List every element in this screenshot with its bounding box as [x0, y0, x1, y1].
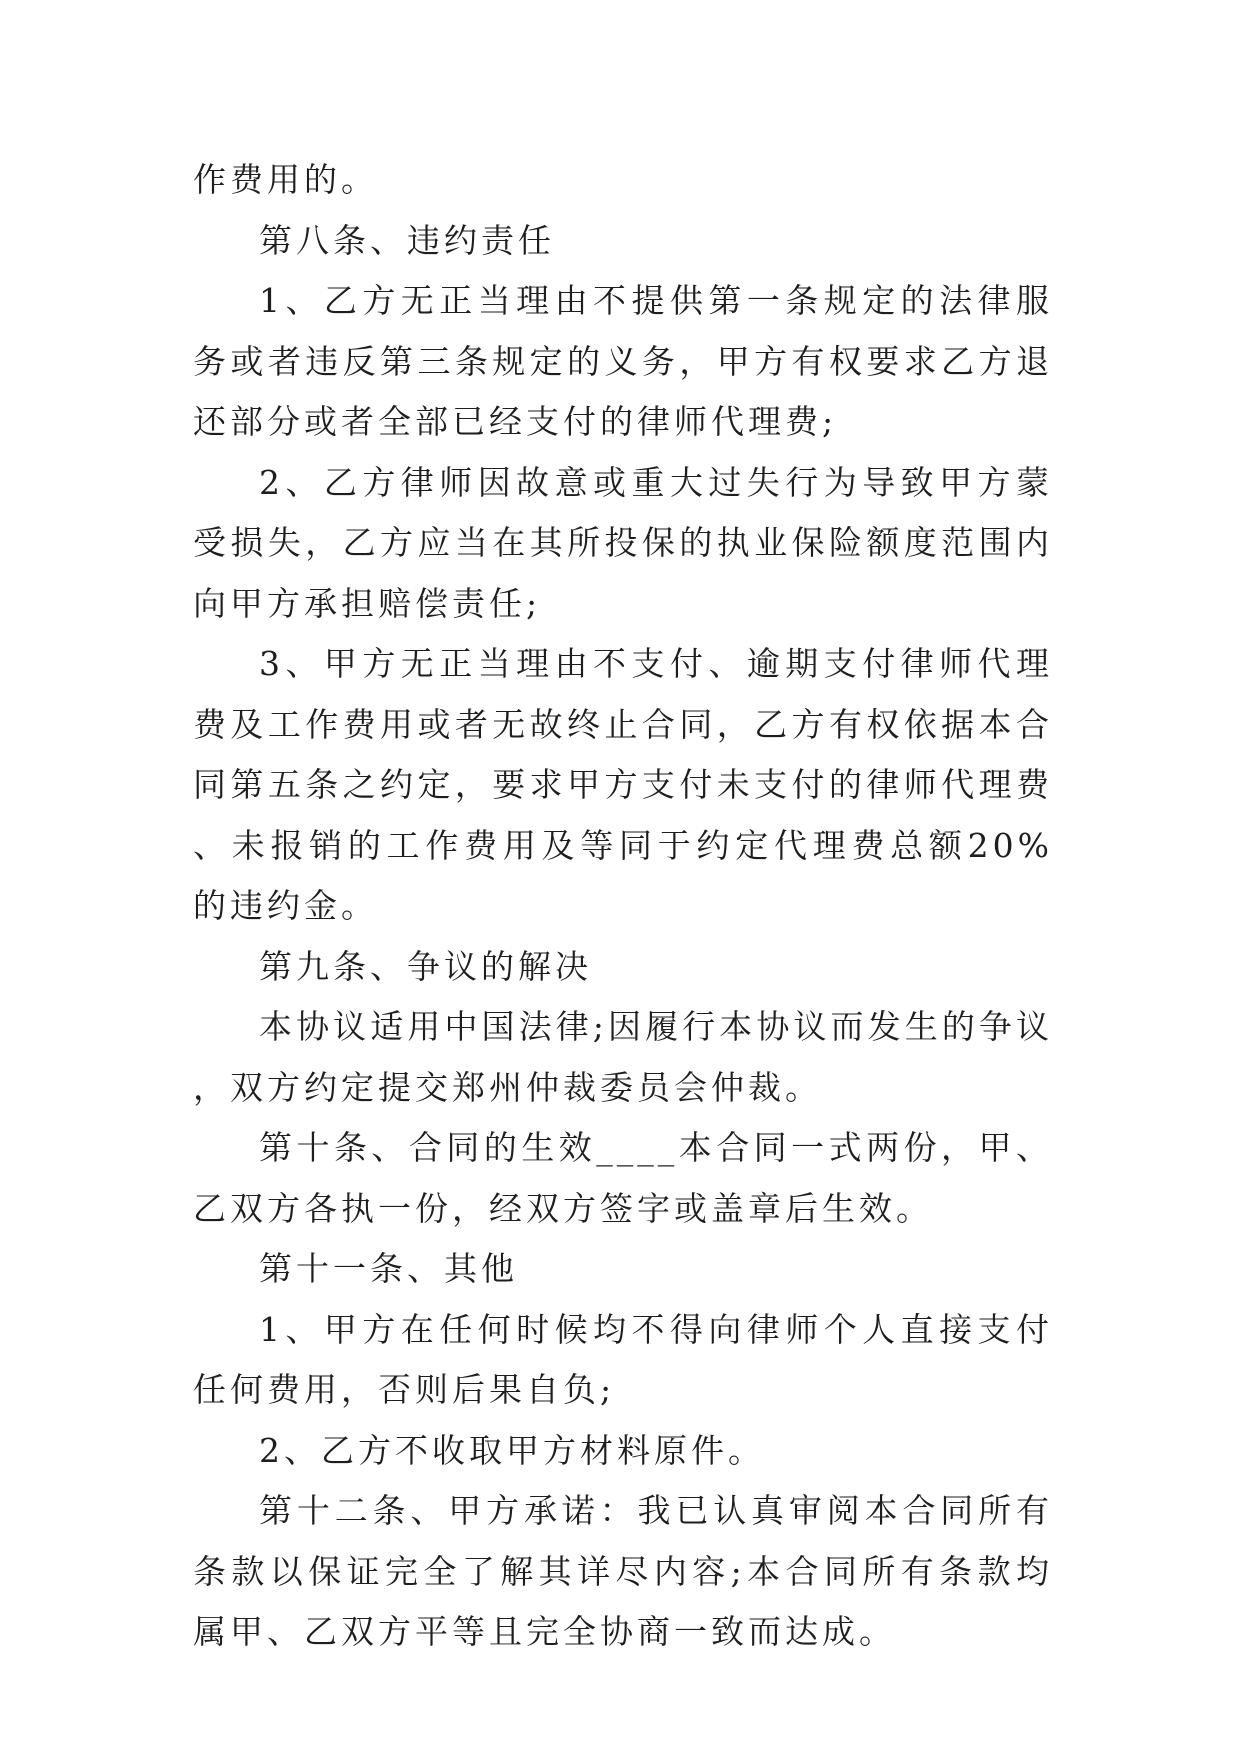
paragraph-article-11-item-2: 2、乙方不收取甲方材料原件。	[259, 1430, 765, 1470]
document-body	[193, 150, 1053, 1663]
paragraph-article-8-item-3: 3、甲方无正当理由不支付、逾期支付律师代理费及工作费用或者无故终止合同，乙方有权依据本合同第五条之约定，要求甲方支付未支付的律师代理费、未报销的工作费用及等同于约定代理费总额20%的违约金。	[193, 644, 1053, 925]
heading-article-8: 第八条、违约责任	[259, 220, 555, 260]
paragraph-article-8-item-2: 2、乙方律师因故意或重大过失行为导致甲方蒙受损失，乙方应当在其所投保的执业保险额度范围内向甲方承担赔偿责任;	[193, 462, 1053, 623]
paragraph-article-11-item-1: 1、甲方在任何时候均不得向律师个人直接支付任何费用，否则后果自负;	[193, 1309, 1053, 1409]
paragraph-continuation: 作费用的。	[193, 160, 378, 199]
heading-article-11: 第十一条、其他	[259, 1249, 518, 1288]
heading-article-9: 第九条、争议的解决	[259, 946, 592, 986]
paragraph-article-9-body: 本协议适用中国法律;因履行本协议而发生的争议，双方约定提交郑州仲裁委员会仲裁。	[193, 1007, 1053, 1107]
paragraph-article-12: 第十二条、甲方承诺：我已认真审阅本合同所有条款以保证完全了解其详尽内容;本合同所有条款均属甲、乙双方平等且完全协商一致而达成。	[193, 1491, 1053, 1651]
paragraph-article-10: 第十条、合同的生效____本合同一式两份，甲、乙双方各执一份，经双方签字或盖章后生效。	[193, 1128, 1053, 1228]
paragraph-article-8-item-1: 1、乙方无正当理由不提供第一条规定的法律服务或者违反第三条规定的义务，甲方有权要求乙方退还部分或者全部已经支付的律师代理费;	[193, 281, 1053, 441]
